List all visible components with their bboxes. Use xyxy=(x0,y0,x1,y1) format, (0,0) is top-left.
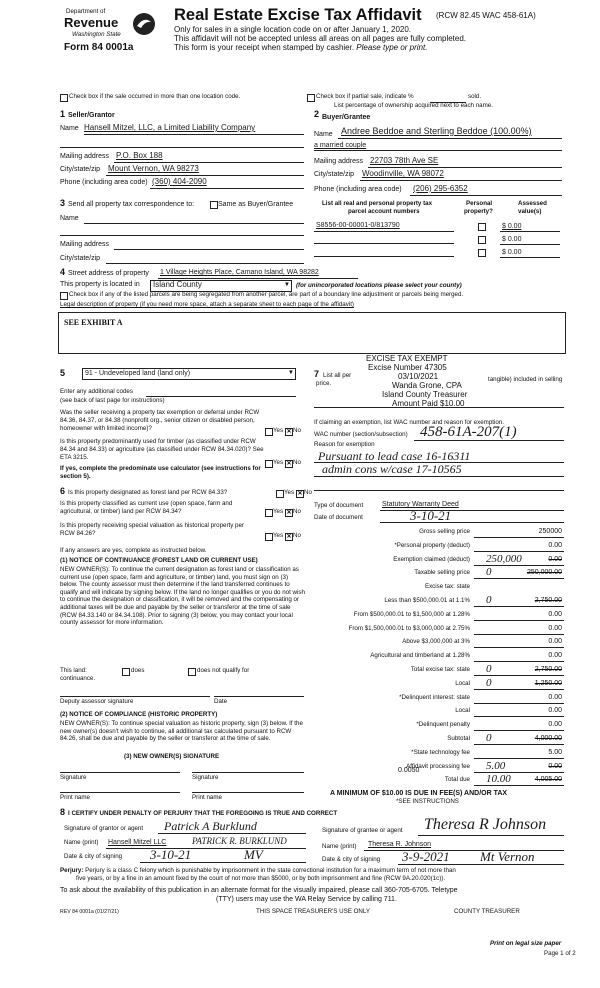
notice1-heading: (1) NOTICE OF CONTINUANCE (FOREST LAND OR CURRENT USE) xyxy=(60,557,258,564)
buyer-mailing[interactable]: 22703 78th Ave SE xyxy=(370,156,439,165)
exemption-yes-checkbox[interactable] xyxy=(265,428,273,436)
certify-statement: I CERTIFY UNDER PENALTY OF PERJURY THAT THE FOREGOING IS TRUE AND CORRECT xyxy=(68,810,338,817)
assessed-value[interactable]: $ 0.00 xyxy=(502,249,522,256)
partial-sold-label: sold. xyxy=(468,93,482,100)
tax-row-value[interactable]: 250000 xyxy=(538,528,562,535)
tax-row-value[interactable]: 0.00 xyxy=(548,762,562,770)
yes-label: Yes xyxy=(273,508,284,515)
multi-location-checkbox[interactable] xyxy=(60,94,68,102)
tax-row-label: Less than $500,000.01 at 1.1% xyxy=(384,597,470,604)
grantee-date-label: Date & city of signing xyxy=(322,856,381,863)
notice1-body: NEW OWNER(S): To continue the current designation as forest land or classification as current use (open space, farm and agriculture, or timber) land, you must sign on (3) below. The county assessor must then determine if the land transferred continues to qualify and will indicate by signing below. If the land no longer qualifies or you do not wish to continue the designation or classification, it will be removed and the compensating or additional taxes will be due and payable by the seller or transferor at the time of sale (RCW 84.33.140 or 84.34.108). Prior to signing (3) below, you may contact your local county assessor for more information. xyxy=(60,566,305,627)
grantor-name-handwritten[interactable]: PATRICK R. BURKLUND xyxy=(192,836,287,846)
signature-label: Signature xyxy=(192,774,219,781)
grantee-city[interactable]: Mt Vernon xyxy=(480,849,535,864)
tax-row-label: Above $3,000,000 at 3% xyxy=(402,638,470,646)
sec3-name-label: Name xyxy=(60,215,79,222)
assessor-signature-label: Deputy assessor signature xyxy=(60,698,134,705)
tax-row-label: Taxable selling price xyxy=(414,569,470,577)
dept-line2: Revenue xyxy=(64,15,119,30)
tax-row-value[interactable]: 0.00 xyxy=(548,624,562,632)
personal-property-checkbox[interactable] xyxy=(478,236,486,244)
historic-yes-checkbox[interactable] xyxy=(265,533,273,541)
seller-num: 1 xyxy=(60,109,66,119)
buyer-name-label: Name xyxy=(314,131,333,138)
tax-row-value[interactable]: 5.00 xyxy=(548,748,562,756)
doc-date-label: Date of document xyxy=(314,514,363,521)
grantor-name-label: Name (print) xyxy=(64,839,99,846)
grantor-date[interactable]: 3-10-21 xyxy=(150,847,192,862)
seller-heading: Seller/Grantor xyxy=(68,112,115,119)
does-not-label: does not qualify for xyxy=(197,667,250,674)
tax-row-label: Total excise tax: state xyxy=(410,666,470,673)
dropdown-arrow-icon: ▼ xyxy=(287,369,294,376)
grantee-name-label: Name (print) xyxy=(322,843,357,850)
tax-row-value[interactable]: 2,750.00 xyxy=(534,666,562,673)
header-note3: This form is your receipt when stamped by cashier. Please type or print. xyxy=(174,43,428,52)
assessor-date-label: Date xyxy=(214,698,228,705)
tax-row-value[interactable]: 2,750.00 xyxy=(534,597,562,604)
buyer-city-label: City/state/zip xyxy=(314,171,355,178)
tax-row-underline xyxy=(474,716,564,717)
parcel-number[interactable]: S8556-00-00001-0/813790 xyxy=(316,222,400,229)
tax-row-value[interactable]: 0.00 xyxy=(548,638,562,646)
tax-row-handwritten[interactable]: 10.00 xyxy=(486,773,511,786)
perjury-line2: five years, or by a fine in an amount fixed by the court of not more than $5000, or by both imprisonment and fine (RCW 9A.20.020(1c)). xyxy=(76,875,446,882)
forest-yes-checkbox[interactable] xyxy=(276,490,284,498)
tax-row-underline xyxy=(474,620,564,621)
notice2-body: NEW OWNER(S): To continue special valuation as historic property, sign (3) below. If the new owner(s) doesn't wish to continue, all additional tax calculated pursuant to RCW 84.26, shall be due and payable by the seller or transferor at the time of sale. xyxy=(60,720,303,743)
tax-row-label: *Delinquent interest: state xyxy=(399,693,470,701)
reason-line2[interactable]: admin cons w/case 17-10565 xyxy=(322,462,462,476)
sec7-num: 7 xyxy=(314,369,320,379)
header-note2: This affidavit will not be accepted unless all areas on all pages are fully completed. xyxy=(174,34,467,43)
current-use-no-checkbox[interactable]: ✕ xyxy=(286,510,292,516)
see-instructions: *SEE INSTRUCTIONS xyxy=(396,798,459,805)
additional-codes-label: Enter any additional codes xyxy=(60,388,133,395)
seller-mailing-label: Mailing address xyxy=(60,153,110,160)
wac-label: WAC number (section/subsection) xyxy=(314,431,408,438)
alt-format-line2: (TTY) users may use the WA Relay Service by calling 711. xyxy=(216,896,397,903)
tax-row-handwritten[interactable]: 250,000 xyxy=(486,552,522,565)
tax-row-value[interactable]: 0.00 xyxy=(548,652,562,660)
segregated-checkbox[interactable] xyxy=(60,292,68,300)
yes-label: Yes xyxy=(284,489,295,496)
tax-row-label: *Delinquent penalty xyxy=(416,721,470,729)
doc-date[interactable]: 3-10-21 xyxy=(410,508,452,523)
located-label: This property is located in xyxy=(60,281,140,288)
tax-row-handwritten[interactable]: 0 xyxy=(486,594,492,606)
grantor-city[interactable]: MV xyxy=(244,847,263,862)
tax-row-underline xyxy=(474,606,564,607)
grantor-name[interactable]: Hansell Mitzel LLC xyxy=(108,839,167,846)
tax-row-handwritten[interactable]: 0 xyxy=(486,676,492,689)
tax-row-value[interactable]: 4,005.00 xyxy=(534,776,562,784)
buyer-city[interactable]: Woodinville, WA 98072 xyxy=(362,169,444,178)
buyer-name[interactable]: Andree Beddoe and Sterling Beddoe (100.00%) xyxy=(341,126,532,136)
sec3-mailing-label: Mailing address xyxy=(60,241,110,248)
header-note1: Only for sales in a single location code on or after January 1, 2020. xyxy=(174,25,412,34)
if-yes-note: If any answers are yes, complete as instructed below. xyxy=(60,547,207,554)
timber-no-checkbox[interactable]: ✕ xyxy=(286,461,292,467)
tax-row-value[interactable]: 0.00 xyxy=(548,610,562,618)
sec4-num: 4 xyxy=(60,267,66,277)
stamp-line1: EXCISE TAX EXEMPT xyxy=(366,354,448,363)
buyer-name-2[interactable]: a married couple xyxy=(314,142,367,149)
tax-row-value[interactable]: 0.00 xyxy=(548,721,562,729)
page-number: Page 1 of 2 xyxy=(544,950,576,957)
personal-head2: property? xyxy=(464,208,493,215)
tax-row-underline xyxy=(474,689,564,690)
stamp-line6: Amount Paid $10.00 xyxy=(392,399,465,408)
stamp-line4: Wanda Grone, CPA xyxy=(392,381,462,390)
tax-row-value[interactable]: 0.00 xyxy=(548,541,562,549)
grantee-name[interactable]: Theresa R. Johnson xyxy=(368,841,432,848)
personal-head1: Personal xyxy=(466,200,493,207)
tax-row-label: *State technology fee xyxy=(411,748,470,756)
assessed-value[interactable]: $ 0.00 xyxy=(502,223,522,230)
timber-note: If yes, complete the predominate use calculator (see instructions for section 5). xyxy=(60,465,261,480)
alt-format-line1: To ask about the availability of this publication in an alternate format for the visually impaired, please call 360-705-6705. Teletype xyxy=(60,887,458,894)
county-note: (for unincorporated locations please select your county) xyxy=(296,282,462,289)
assessed-head1: Assessed xyxy=(518,200,547,207)
partial-sale-label: Check box if partial sale, indicate % xyxy=(316,93,414,100)
partial-sale-checkbox[interactable] xyxy=(307,94,315,102)
tax-row-label: Local xyxy=(455,707,470,715)
legal-description-label: Legal description of property (if you need more space, attach a separate sheet to each page of the affidavit) xyxy=(60,301,354,308)
yes-label: Yes xyxy=(273,459,284,466)
tax-row-handwritten[interactable]: 0 xyxy=(486,663,492,675)
tax-row-value[interactable]: 0.00 xyxy=(548,707,562,715)
grantee-date[interactable]: 3-9-2021 xyxy=(402,849,450,864)
form-title: Real Estate Excise Tax Affidavit xyxy=(174,6,422,24)
tax-row-underline xyxy=(474,578,564,579)
tax-row-handwritten[interactable]: 5.00 xyxy=(486,759,506,772)
tax-row-label: Affidavit processing fee xyxy=(406,762,470,770)
timber-question: Is this property predominantly used for timber (as classified under RCW 84.34 and 84.33) or agriculture (as classified under RCW 84.34.020)? See ETA 3215. xyxy=(60,438,264,461)
treasurer-use-only: THIS SPACE TREASURER'S USE ONLY xyxy=(256,908,370,915)
form-title-ref: (RCW 82.45 WAC 458-61A) xyxy=(436,11,536,20)
tax-row-value[interactable]: 250,000.00 xyxy=(526,569,562,577)
no-label: No xyxy=(293,427,301,434)
see-back-note: (see back of last page for instructions) xyxy=(60,397,165,404)
tax-row-underline xyxy=(474,647,564,648)
dept-line3: Washington State xyxy=(72,31,121,38)
stamp-line2: Excise Number 47305 xyxy=(368,363,447,372)
same-as-buyer-checkbox[interactable] xyxy=(210,201,218,209)
tax-row-value[interactable]: 1,250.00 xyxy=(534,679,562,687)
seller-city-label: City/state/zip xyxy=(60,166,101,173)
tax-row-label: Excise tax: state xyxy=(424,583,470,591)
forest-question: Is this property designated as forest land per RCW 84.33? xyxy=(68,489,228,496)
sec8-num: 8 xyxy=(60,807,66,817)
no-label: No xyxy=(293,508,301,515)
does-checkbox[interactable] xyxy=(122,668,130,676)
buyer-heading: Buyer/Grantee xyxy=(322,114,371,121)
does-label: does xyxy=(131,667,145,674)
tax-row-label: Gross selling price xyxy=(419,528,470,535)
same-as-buyer-label: Same as Buyer/Grantee xyxy=(218,201,294,208)
personal-property-checkbox[interactable] xyxy=(478,223,486,231)
grantor-sig-label: Signature of grantor or agent xyxy=(64,825,144,832)
minimum-due-note: A MINIMUM OF $10.00 IS DUE IN FEE(S) AND/OR TAX xyxy=(330,790,508,797)
revenue-logo-icon xyxy=(132,12,156,36)
tax-row-label: Agricultural and timberland at 1.28% xyxy=(370,652,470,660)
no-label: No xyxy=(304,489,312,496)
no-label: No xyxy=(293,459,301,466)
ownership-note: List percentage of ownership acquired next to each name. xyxy=(334,102,493,109)
historic-question: Is this property receiving special valuation as historical property per RCW 84.26? xyxy=(60,522,244,537)
grantor-date-label: Date & city of signing xyxy=(64,853,123,860)
does-not-checkbox[interactable] xyxy=(188,668,196,676)
tax-row-label: *Personal property (deduct) xyxy=(394,541,470,549)
land-use-value: 91 - Undeveloped land (land only) xyxy=(85,370,191,377)
buyer-phone-label: Phone (including area code) xyxy=(314,186,402,193)
forest-no-checkbox[interactable]: ✕ xyxy=(297,491,303,497)
local-rate: 0.0050 xyxy=(398,767,420,774)
sec6-num: 6 xyxy=(60,486,66,496)
perjury-line1: Perjury: Perjury is a class C felony which is punishable by imprisonment in the state correctional institution for a maximum term of not more than xyxy=(60,867,456,874)
exemption-list-label: If claiming an exemption, list WAC number and reason for exemption. xyxy=(314,419,504,426)
tax-row-underline xyxy=(474,744,564,745)
sec7-price-label: price. xyxy=(316,380,332,387)
legal-description-box[interactable] xyxy=(58,312,566,354)
multi-location-label: Check box if the sale occurred in more than one location code. xyxy=(69,93,241,100)
parcel-head2: parcel account numbers xyxy=(348,208,420,215)
buyer-num: 2 xyxy=(314,109,320,119)
doc-type-label: Type of document xyxy=(314,502,364,509)
sec3-label: Send all property tax correspondence to: xyxy=(68,201,195,208)
tax-row-handwritten[interactable]: 0 xyxy=(486,566,492,579)
tax-row-label: Subtotal xyxy=(447,735,470,742)
sec5-num: 5 xyxy=(60,368,66,378)
doc-type[interactable]: Statutory Warranty Deed xyxy=(382,501,459,508)
tax-row-label: Exemption claimed (deduct) xyxy=(393,555,470,563)
form-number: Form 84 0001a xyxy=(64,42,134,53)
seller-city[interactable]: Mount Vernon, WA 98273 xyxy=(108,164,199,173)
print-name-label: Print name xyxy=(60,794,90,801)
revision-number: REV 84 0001a (01/27/21) xyxy=(60,909,119,915)
signature-label: Signature xyxy=(60,774,87,781)
legal-paper-note: Print on legal size paper xyxy=(490,940,562,947)
dropdown-arrow-icon: ▼ xyxy=(283,281,290,288)
seller-phone[interactable]: (360) 404-2090 xyxy=(152,177,207,186)
sec3-city-label: City/state/zip xyxy=(60,255,101,262)
assessed-value[interactable]: $ 0.00 xyxy=(502,236,522,243)
personal-property-checkbox[interactable] xyxy=(478,249,486,257)
sec7-list-label: List all per xyxy=(323,372,352,379)
current-use-question: Is this property classified as current use (open space, farm and agricultural, or timber) land per RCW 84.34? xyxy=(60,500,233,515)
parcel-head1: List all real and personal property tax xyxy=(322,200,433,207)
tax-row-underline xyxy=(474,634,564,635)
tax-row-label: Total due xyxy=(444,776,470,784)
legal-description: SEE EXHIBIT A xyxy=(64,318,123,327)
street-label: Street address of property xyxy=(68,270,149,277)
no-label: No xyxy=(293,532,301,539)
tax-row-value[interactable]: 4,000.00 xyxy=(534,735,562,742)
tax-row-value[interactable]: 0.00 xyxy=(548,555,562,563)
notice3-heading: (3) NEW OWNER(S) SIGNATURE xyxy=(124,753,220,760)
buyer-phone[interactable]: (206) 295-6352 xyxy=(413,184,468,193)
current-use-yes-checkbox[interactable] xyxy=(265,509,273,517)
stamp-line5: Island County Treasurer xyxy=(382,390,468,399)
sec3-num: 3 xyxy=(60,198,66,208)
buyer-mailing-label: Mailing address xyxy=(314,158,364,165)
segregated-label: Check box if any of the listed parcels are being segregated from another parcel, are part of a boundary line adjustment or parcels being merged. xyxy=(69,291,464,298)
street-address[interactable]: 1 Village Heights Place, Camano Island, WA 98282 xyxy=(160,269,319,276)
seller-phone-label: Phone (including area code) xyxy=(60,179,148,186)
land-use-select[interactable] xyxy=(82,368,296,380)
tax-row-label: From $1,500,000.01 to $3,000,000 at 2.75% xyxy=(348,624,470,632)
tax-row-value[interactable]: 0.00 xyxy=(548,693,562,701)
assessed-head2: value(s) xyxy=(518,208,542,215)
seller-mailing[interactable]: P.O. Box 188 xyxy=(116,151,163,160)
stamp-line3: 03/10/2021 xyxy=(398,372,439,381)
tax-row-label: From $500,000.01 to $1,500,000 at 1.28% xyxy=(353,610,470,618)
tax-row-label: Local xyxy=(455,679,470,687)
tax-row-handwritten[interactable]: 0 xyxy=(486,732,492,744)
grantor-signature[interactable]: Patrick A Burklund xyxy=(164,819,257,833)
sec7-tangible: tangible) included in selling xyxy=(488,376,563,383)
county-treasurer: COUNTY TREASURER xyxy=(454,908,520,915)
print-name-label: Print name xyxy=(192,794,222,801)
tax-row-underline xyxy=(474,703,564,704)
exemption-question: Was the seller receiving a property tax exemption or deferral under RCW 84.36, 84.37, or 84.38 (nonprofit org., senior citizen or disabled person, homeowner with limited income)? xyxy=(60,409,260,432)
wac-number[interactable]: 458-61A-207(1) xyxy=(420,424,517,440)
seller-name-label: Name xyxy=(60,125,79,132)
yes-label: Yes xyxy=(273,532,284,539)
grantee-signature[interactable]: Theresa R Johnson xyxy=(424,816,547,833)
this-land-label: This land: xyxy=(60,667,87,674)
tax-row-underline xyxy=(474,785,564,786)
reason-label: Reason for exemption xyxy=(314,441,375,448)
county-value: Island County xyxy=(153,280,202,289)
continuance-label: continuance. xyxy=(60,675,96,682)
grantee-sig-label: Signature of grantee or agent xyxy=(322,827,403,834)
reason-line1[interactable]: Pursuant to lead case 16-16311 xyxy=(318,449,471,463)
historic-no-checkbox[interactable]: ✕ xyxy=(286,534,292,540)
seller-name[interactable]: Hansell Mitzel, LLC, a Limited Liability Company xyxy=(84,123,256,132)
notice2-heading: (2) NOTICE OF COMPLIANCE (HISTORIC PROPERTY) xyxy=(60,711,218,718)
tax-row-underline xyxy=(474,537,564,538)
dept-line1: Department of xyxy=(66,8,106,15)
exemption-no-checkbox[interactable]: ✕ xyxy=(286,429,292,435)
yes-label: Yes xyxy=(273,427,284,434)
